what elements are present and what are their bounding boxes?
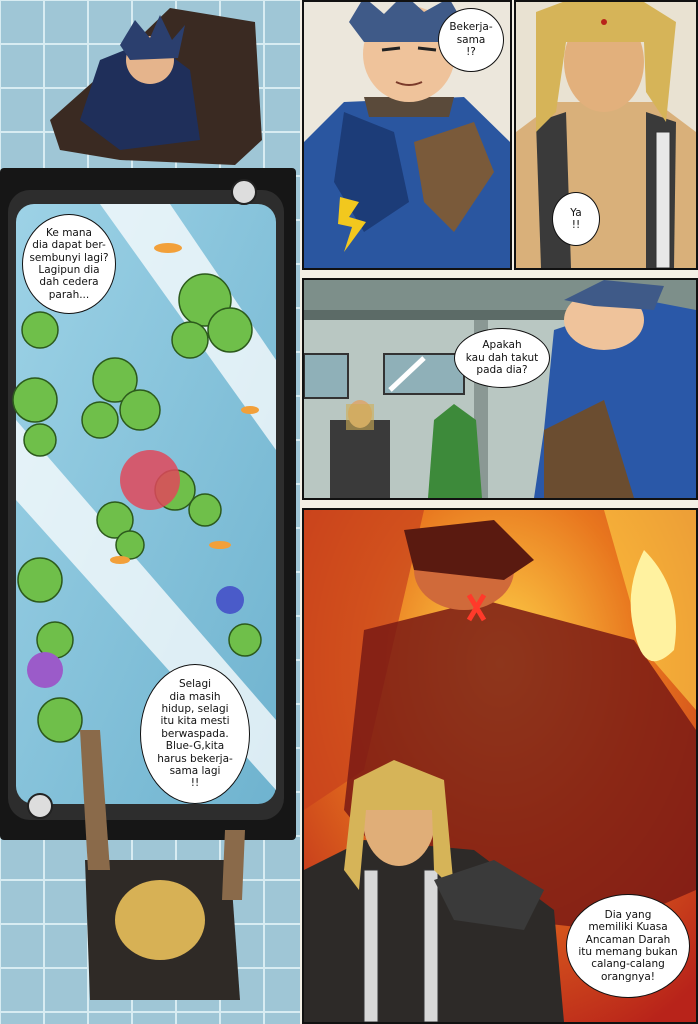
speech-bubble-work-together: Bekerja- sama !? xyxy=(438,8,504,72)
panel-fire xyxy=(302,508,698,1024)
panel-blonde-face xyxy=(514,0,698,270)
aquarium-room-art xyxy=(0,0,300,1024)
panel-lab xyxy=(302,278,698,500)
speech-bubble-ya: Ya !! xyxy=(552,192,600,246)
panel-aquarium-room xyxy=(0,0,300,1024)
speech-bubble-stay-alert: Selagi dia masih hidup, selagi itu kita mesti berwaspada. Blue-G,kita harus bekerja- sama lagi !! xyxy=(140,664,250,804)
speech-bubble-hide-where: Ke mana dia dapat ber- sembunyi lagi? Lagipun dia dah cedera parah... xyxy=(22,214,116,314)
lab-scene-art xyxy=(304,280,696,498)
speech-bubble-afraid: Apakah kau dah takut pada dia? xyxy=(454,328,550,388)
blonde-face-art xyxy=(516,2,696,268)
panel-blue-g-face xyxy=(302,0,512,270)
speech-bubble-blood-power: Dia yang memiliki Kuasa Ancaman Darah itu memang bukan calang-calang orangnya! xyxy=(566,894,690,998)
